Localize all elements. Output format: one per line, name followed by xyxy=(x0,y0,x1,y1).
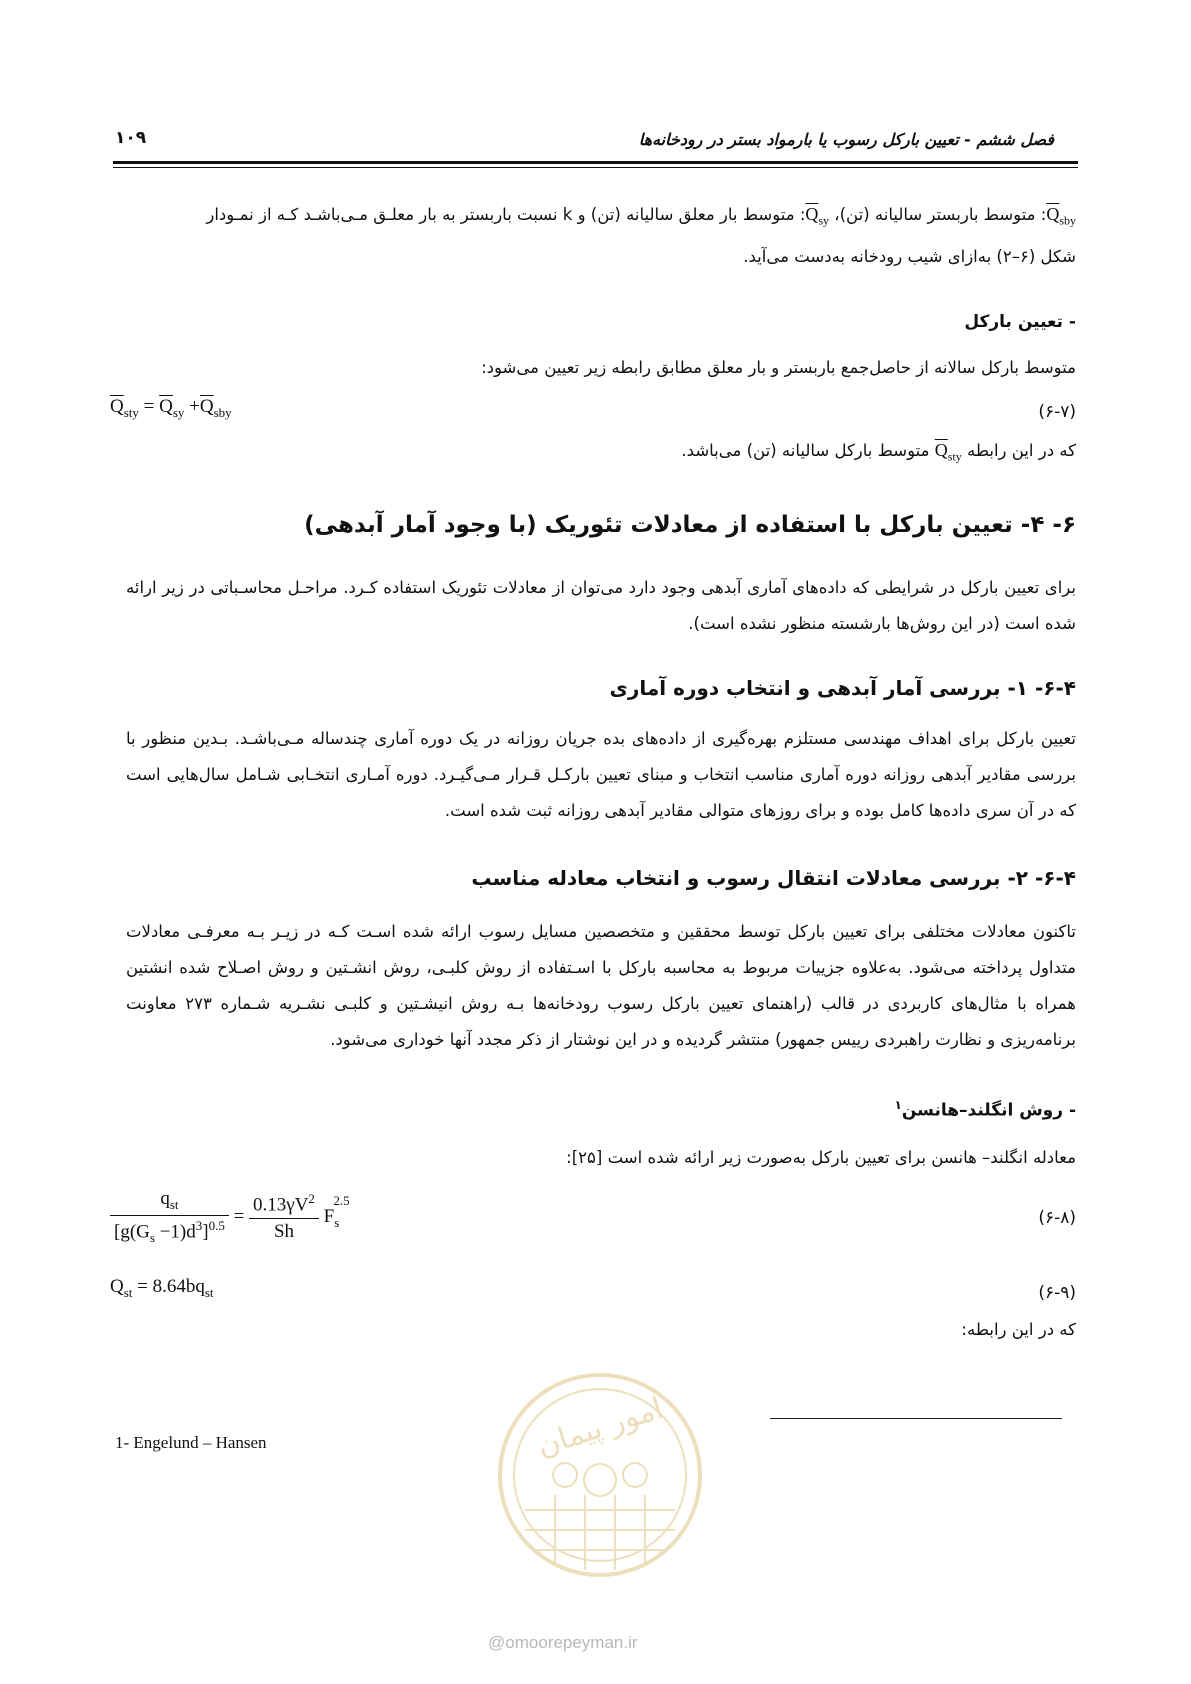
closing-text: که در این رابطه: xyxy=(961,1320,1076,1339)
total-load-note: که در این رابطه $\overline{Q}_{sty}$ متوسط بارکل سالیانه (تن) می‌باشد. xyxy=(681,440,1076,464)
symbol-qsy: $\overline{Q}_{sy}$ xyxy=(805,204,830,228)
section-6-4-1-text: تعیین بارکل برای اهداف مهندسی مستلزم بهره‌گیری از داده‌های بده جریان روزانه در یک دوره آماری چندساله مـی‌باشـد. بـدین منظور با بررسی مقادیر آبدهی روزانه دوره آماری مناسب انتخاب و مبنای تعیین بارکـل قـرار مـی‌گیـرد. دوره آمـاری انتخـابی شـامل سال‌هایی است که در آن سری داده‌ها کامل بوده و برای روزهای متوالی مقادیر آبدهی روزانه ثبت شده است. xyxy=(126,729,1076,820)
section-6-4-2-text: تاکنون معادلات مختلفی برای تعیین بارکل توسط محققین و متخصصین مسایل رسوب ارائه شده اسـت کـه در زیـر بـه معرفـی معادلات متداول پرداخته می‌شود. به‌علاوه جزییات مربوط به محاسبه بارکل با اسـتفاده از روش کلبـی، روش انشـتین و روش اصـلاح شده انشتین همراه با مثال‌های کاربردی در قالب (راهنمای تعیین بارکل رسوب رودخانه‌ها بـه روش انیشـتین و کلبـی نشـریه شـماره ۲۷۳ معاونت برنامه‌ریزی و نظارت راهبردی رییس جمهور) منتشر گردیده و در این نوشتار از ذکر مجدد آنها خوداری می‌شود. xyxy=(126,922,1076,1049)
chapter-title: فصل ششم - تعیین بارکل رسوب یا بارمواد بستر در رودخانه‌ها xyxy=(638,130,1054,149)
watermark-url: @omoorepeyman.ir xyxy=(488,1633,638,1652)
section-6-4-text: برای تعیین بارکل در شرایطی که داده‌های آماری آبدهی وجود دارد می‌توان از معادلات تئوریک استفاده کـرد. مراحـل محاسـباتی در زیر ارائه شده است (در این روش‌ها بارشسته منظور نشده است). xyxy=(126,578,1076,633)
equation-number-6-9: (۶-۹) xyxy=(1038,1283,1076,1303)
equation-number-6-7: (۶-۷) xyxy=(1038,402,1076,422)
intro-line-1: $\overline{Q}_{sby}$: متوسط باربستر سالیانه (تن)، $\overline{Q}_{sy}$: متوسط بار معلق سالیانه (تن) و k نسبت باربستر به بار معلـق مـی‌باشـد کـه از نمـودار xyxy=(206,204,1076,228)
symbol-qsby: $\overline{Q}_{sby}$ xyxy=(1046,204,1076,228)
header-rule-thick xyxy=(113,161,1078,164)
equation-number-6-8: (۶-۸) xyxy=(1038,1208,1076,1228)
engelund-text: معادله انگلند– هانسن برای تعیین بارکل به‌صورت زیر ارائه شده است [۲۵]: xyxy=(566,1148,1076,1167)
heading-total-load: - تعیین بارکل xyxy=(964,312,1076,332)
footnote-rule xyxy=(770,1418,1062,1419)
page-number: ۱۰۹ xyxy=(115,128,147,148)
eq8-lhs-fraction: $\frac{q_{st}}{[g(G_s -1)d^3]^{0.5}}$ xyxy=(110,1188,229,1246)
heading-section-6-4: ۶- ۴- تعیین بارکل با استفاده از معادلات تئوریک (با وجود آمار آبدهی) xyxy=(304,512,1076,538)
heading-engelund-hansen: - روش انگلند–هانسن$^۱$ xyxy=(894,1098,1076,1121)
watermark-logo-text: امور پیمان xyxy=(532,1390,668,1465)
intro-line-2: شکل (۶–۲) به‌ازای شیب رودخانه به‌دست می‌آید. xyxy=(743,246,1076,266)
total-load-text: متوسط بارکل سالانه از حاصل‌جمع باربستر و بار معلق مطابق رابطه زیر تعیین می‌شود: xyxy=(481,358,1076,377)
intro-paragraph xyxy=(126,196,1076,275)
eq8-rhs-fraction: $\frac{0.13\gamma V^2}{Sh}$ xyxy=(249,1191,319,1243)
header-rule-thin xyxy=(113,167,1078,168)
footnote-ref: ۱ xyxy=(894,1098,902,1112)
equation-6-7: $\overline{Q}_{sty} = \overline{Q}_{sy} +\overline{Q}_{sby}$ xyxy=(110,396,232,420)
heading-section-6-4-2: ۶-۴- ۲- بررسی معادلات انتقال رسوب و انتخاب معادله مناسب xyxy=(471,866,1076,890)
footnote-text: 1- Engelund – Hansen xyxy=(115,1433,267,1452)
equation-6-8: $\frac{q_{st}}{[g(G_s -1)d^3]^{0.5}}$ = $\frac{0.13\gamma V^2}{Sh}$ $F_s^{2.5}$ xyxy=(110,1188,350,1246)
symbol-qsty: $\overline{Q}_{sty}$ xyxy=(934,440,962,464)
heading-section-6-4-1: ۶-۴- ۱- بررسی آمار آبدهی و انتخاب دوره آماری xyxy=(609,676,1076,700)
equation-6-9: $Q_{st} = 8.64bq_{st}$ xyxy=(110,1276,214,1300)
watermark-logo xyxy=(495,1370,705,1580)
